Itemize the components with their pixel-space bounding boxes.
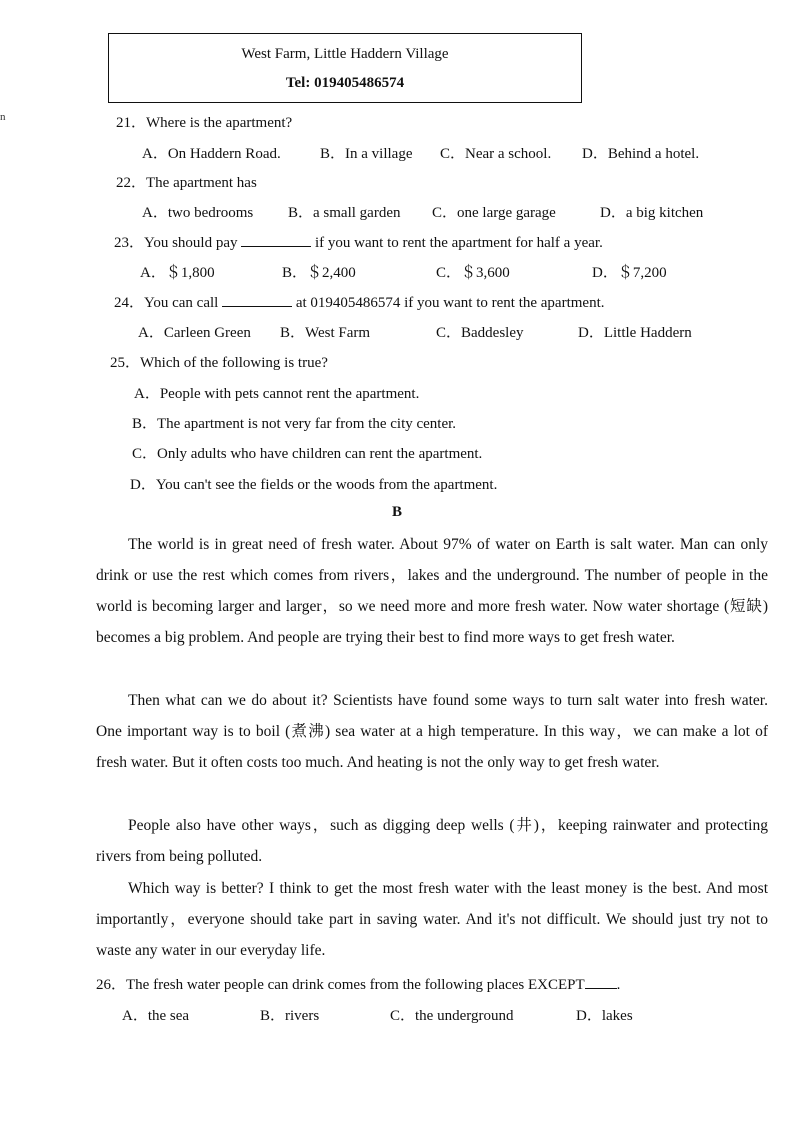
question-number: 23． xyxy=(114,235,145,251)
q26-option-b: B．rivers xyxy=(260,1008,320,1024)
q21-option-d: D．Behind a hotel. xyxy=(582,146,700,162)
question-text: The apartment has xyxy=(146,175,257,191)
q24-option-c: C．Baddesley xyxy=(436,325,524,341)
q23-option-b: B．＄2,400 xyxy=(282,265,356,281)
q25-option-c: C．Only adults who have children can rent the apartment. xyxy=(132,446,483,462)
q21-option-a: A．On Haddern Road. xyxy=(142,146,281,162)
answer-blank xyxy=(222,294,292,307)
question-text: at 019405486574 if you want to rent the apartment. xyxy=(295,295,605,311)
question-23 xyxy=(114,231,603,252)
question-22 xyxy=(116,171,257,192)
question-number: 24． xyxy=(114,295,145,311)
q25-option-b: B．The apartment is not very far from the city center. xyxy=(132,416,457,432)
q25-option-a: A．People with pets cannot rent the apartment. xyxy=(134,386,420,402)
q21-option-b: B．In a village xyxy=(320,146,413,162)
passage-paragraph-1: The world is in great need of fresh water. About 97% of water on Earth is salt water. Man can only drink or use the rest which comes from rivers，lakes and the underground. The number of people in the world is becoming larger and larger，so we need more and more fresh water. Now water shortage (短缺) becomes a big problem. And people are trying their best to find more ways to get fresh water. xyxy=(96,536,768,646)
margin-mark: n xyxy=(0,111,6,123)
question-21 xyxy=(116,111,292,132)
question-number: 26． xyxy=(96,977,127,993)
q23-option-c: C．＄3,600 xyxy=(436,265,510,281)
question-text: The fresh water people can drink comes from the following places EXCEPT xyxy=(126,977,585,993)
passage-paragraph-4: Which way is better? I think to get the most fresh water with the least money is the best. And most importantly，everyone should take part in saving water. And it's not difficult. We should just try not to waste any water in our everyday life. xyxy=(96,880,768,959)
q26-option-c: C．the underground xyxy=(390,1008,514,1024)
address-box xyxy=(108,33,582,103)
q26-option-d: D．lakes xyxy=(576,1008,633,1024)
answer-blank xyxy=(585,976,617,989)
q24-option-b: B．West Farm xyxy=(280,325,371,341)
answer-blank xyxy=(241,234,311,247)
question-text: Which of the following is true? xyxy=(140,355,328,371)
passage-paragraph-3: People also have other ways，such as digging deep wells (井)，keeping rainwater and protecting rivers from being polluted. xyxy=(96,817,768,865)
q22-option-a: A．two bedrooms xyxy=(142,205,254,221)
q23-option-d: D．＄7,200 xyxy=(592,265,667,281)
question-number: 25． xyxy=(110,355,141,371)
passage-paragraph-2: Then what can we do about it? Scientists have found some ways to turn salt water into fresh water. One important way is to boil (煮沸) sea water at a high temperature. In this way，we can make a lot of fresh water. But it often costs too much. And heating is not the only way to get fresh water. xyxy=(96,692,768,771)
question-25 xyxy=(110,351,328,372)
q24-option-a: A．Carleen Green xyxy=(138,325,251,341)
q22-option-d: D．a big kitchen xyxy=(600,205,704,221)
section-label: B xyxy=(391,504,402,520)
question-end: . xyxy=(616,977,621,993)
question-text: if you want to rent the apartment for half a year. xyxy=(315,235,603,251)
q25-option-d: D．You can't see the fields or the woods from the apartment. xyxy=(130,477,498,493)
question-number: 22． xyxy=(116,175,147,191)
q23-option-a: A．＄1,800 xyxy=(140,265,215,281)
q24-option-d: D．Little Haddern xyxy=(578,325,692,341)
q21-option-c: C．Near a school. xyxy=(440,146,552,162)
question-24 xyxy=(114,291,605,312)
q26-option-a: A．the sea xyxy=(122,1008,190,1024)
telephone-line: Tel: 019405486574 xyxy=(285,75,405,91)
question-number: 21． xyxy=(116,115,147,131)
question-26 xyxy=(96,973,620,994)
question-text: You can call xyxy=(144,295,219,311)
question-text: You should pay xyxy=(144,235,238,251)
q22-option-c: C．one large garage xyxy=(432,205,556,221)
address-line: West Farm, Little Haddern Village xyxy=(241,46,449,62)
question-text: Where is the apartment? xyxy=(146,115,293,131)
q22-option-b: B．a small garden xyxy=(288,205,401,221)
